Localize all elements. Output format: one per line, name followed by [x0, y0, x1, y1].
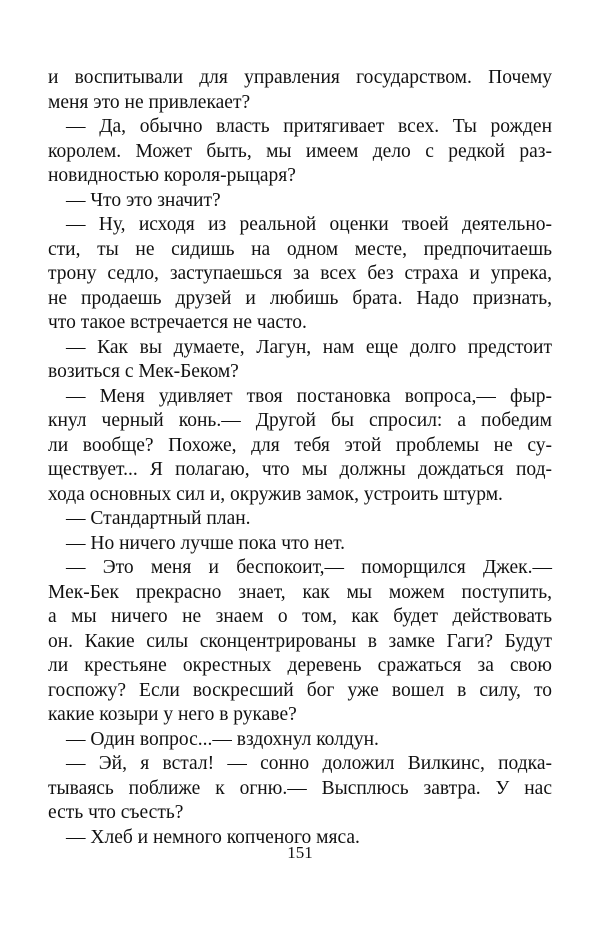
text-line: — Это меня и беспокоит,— поморщился Джек.— — [66, 557, 552, 578]
text-line: — Что это значит? — [66, 189, 221, 211]
text-line: а мы ничего не знаем о том, как будет действовать — [48, 606, 552, 627]
text-line: королем. Может быть, мы имеем дело с редкой раз- — [48, 140, 552, 162]
text-line: — Но ничего лучше пока что нет. — [66, 532, 345, 554]
text-line: ли вообще? Похоже, для тебя этой проблемы не су- — [48, 434, 552, 456]
page-number: 151 — [287, 843, 313, 862]
text-line: — Один вопрос...— вздохнул колдун. — [66, 728, 379, 750]
text-line: — Эй, я встал! — сонно доложил Вилкинс, подка- — [66, 753, 552, 774]
page-text-block — [48, 66, 552, 850]
text-line: — Ну, исходя из реальной оценки твоей деятельно- — [66, 214, 552, 235]
text-line: Мек-Бек прекрасно знает, как мы можем поступить, — [48, 581, 552, 603]
text-line: сти, ты не сидишь на одном месте, предпочитаешь — [48, 238, 552, 260]
text-line: хода основных сил и, окружив замок, устроить штурм. — [48, 483, 503, 505]
text-line: кнул черный конь.— Другой бы спросил: а победим — [48, 410, 552, 431]
text-line: меня это не привлекает? — [48, 91, 251, 113]
text-line: и воспитывали для управления государством. Почему — [48, 67, 552, 88]
text-line: — Да, обычно власть притягивает всех. Ты рожден — [66, 116, 552, 137]
text-line: ли крестьяне окрестных деревень сражаться за свою — [48, 655, 552, 676]
text-line: — Меня удивляет твоя постановка вопроса,— фыр- — [66, 385, 552, 407]
text-line: госпожу? Если воскресший бог уже вошел в силу, то — [48, 679, 552, 701]
text-line: есть что съесть? — [48, 802, 184, 823]
text-line: он. Какие силы сконцентрированы в замке Гаги? Будут — [48, 630, 552, 652]
text-line: — Стандартный план. — [66, 508, 251, 529]
text-line: тываясь поближе к огню.— Высплюсь завтра. У нас — [48, 777, 552, 799]
text-line: не продаешь друзей и любишь брата. Надо признать, — [48, 287, 552, 309]
text-line: трону седло, заступаешься за всех без страха и упрека, — [48, 263, 552, 284]
text-line: какие козыри у него в рукаве? — [48, 704, 297, 725]
text-line: что такое встречается не часто. — [48, 312, 307, 333]
text-line: возиться с Мек-Беком? — [48, 361, 239, 382]
text-line: ществует... Я полагаю, что мы должны дождаться под- — [48, 459, 552, 480]
text-line: новидностью короля-рыцаря? — [48, 165, 296, 186]
text-line: — Как вы думаете, Лагун, нам еще долго предстоит — [66, 336, 552, 358]
text-line: — Хлеб и немного копченого мяса. — [66, 826, 360, 848]
